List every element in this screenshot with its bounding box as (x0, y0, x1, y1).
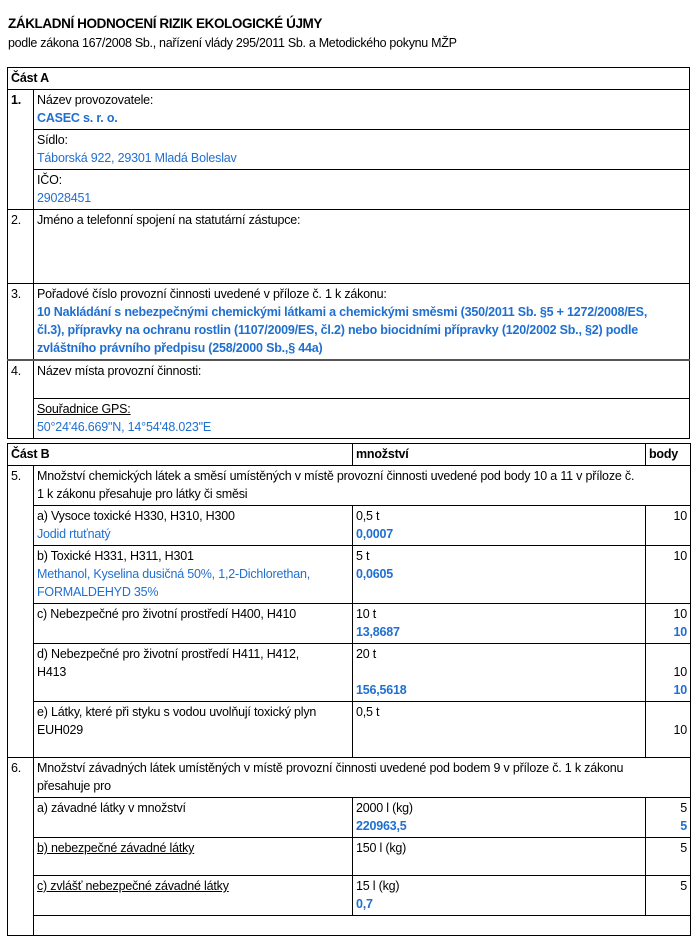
operator-name-cell (34, 90, 690, 130)
table-row (8, 604, 691, 644)
item-number: 4. (8, 360, 34, 438)
row-label: e) Látky, které při styku s vodou uvolňují toxický plyn (37, 705, 317, 719)
row-points-cell (646, 702, 691, 758)
row-quantity-cell (353, 876, 646, 916)
item-number: 3. (8, 284, 34, 361)
table-row (8, 644, 691, 702)
row-points: 10 (673, 509, 687, 523)
row-actual-quantity: 0,7 (356, 897, 373, 911)
seat-label: Sídlo: (37, 133, 68, 147)
item6-description (34, 758, 691, 798)
row-points: 10 (673, 723, 687, 737)
ico-value: 29028451 (37, 191, 92, 205)
row-actual-quantity: 0,0605 (356, 567, 394, 581)
row-quantity-cell (353, 838, 646, 876)
row-quantity-cell (353, 604, 646, 644)
row-threshold: 150 l (kg) (356, 841, 407, 855)
row-points-cell (646, 876, 691, 916)
row-label-cell (34, 546, 353, 604)
row-label-cell (34, 644, 353, 702)
row-points-cell (646, 798, 691, 838)
row-actual-points: 5 (680, 819, 687, 833)
row-label-cell (34, 702, 353, 758)
table-row (8, 798, 691, 838)
row-quantity-cell (353, 702, 646, 758)
row-label: c) Nebezpečné pro životní prostředí H400, H410 (37, 607, 297, 621)
table-row (8, 506, 691, 546)
item5-description-line1: Množství chemických látek a směsí umístěných v místě provozní činnosti uvedené pod body 10 a 11 v příloze č. (37, 469, 635, 483)
activity-number-value-1: 10 Nakládání s nebezpečnými chemickými látkami a chemickými směsmi (350/2011 Sb. §5 + 1272/2008/ES, (37, 305, 648, 319)
seat-value: Táborská 922, 29301 Mladá Boleslav (37, 151, 237, 165)
operator-name-value: CASEC s. r. o. (37, 111, 118, 125)
row-actual-quantity: 0,0007 (356, 527, 394, 541)
activity-number-label: Pořadové číslo provozní činnosti uvedené v příloze č. 1 k zákonu: (37, 287, 387, 301)
row-points-cell (646, 604, 691, 644)
activity-number-value-3: zvláštního právního předpisu (258/2000 Sb.,§ 44a) (37, 341, 323, 355)
row-label: b) nebezpečné závadné látky (37, 841, 195, 855)
row-label-cell (34, 506, 353, 546)
operator-name-label: Název provozovatele: (37, 93, 154, 107)
item-number: 1. (8, 90, 34, 210)
document-subtitle: podle zákona 167/2008 Sb., nařízení vlády 295/2011 Sb. a Metodického pokynu MŽP (8, 36, 457, 50)
row-label-cell (34, 838, 353, 876)
gps-label: Souřadnice GPS: (37, 401, 131, 416)
next-row-cell (34, 916, 691, 936)
row-actual-quantity: 220963,5 (356, 819, 407, 833)
row-threshold: 2000 l (kg) (356, 801, 413, 815)
gps-cell (34, 398, 690, 438)
site-name-label: Název místa provozní činnosti: (37, 364, 202, 378)
statutory-contact-label: Jméno a telefonní spojení na statutární zástupce: (37, 213, 301, 227)
row-actual-points: 10 (673, 683, 687, 697)
row-points-cell (646, 838, 691, 876)
row-points: 5 (680, 801, 687, 815)
item-number: 2. (8, 210, 34, 284)
part-a-heading: Část A (8, 68, 690, 90)
seat-cell (34, 130, 690, 170)
row-points: 5 (680, 879, 687, 893)
statutory-contact-cell (34, 210, 690, 284)
row-label: EUH029 (37, 723, 84, 737)
row-threshold: 15 l (kg) (356, 879, 400, 893)
document-title: ZÁKLADNÍ HODNOCENÍ RIZIK EKOLOGICKÉ ÚJMY (8, 16, 323, 31)
table-row (8, 702, 691, 758)
row-label: a) Vysoce toxické H330, H310, H300 (37, 509, 235, 523)
column-header-points: body (646, 444, 691, 466)
row-threshold: 10 t (356, 607, 377, 621)
row-label-cell (34, 798, 353, 838)
part-b-table (7, 443, 691, 936)
activity-number-cell (34, 284, 690, 361)
row-points-cell (646, 644, 691, 702)
item-number: 5. (8, 466, 34, 758)
activity-number-value-2: čl.3), přípravky na ochranu rostlin (1107/2009/ES, čl.2) nebo biocidními přípravky (120/2002 Sb., §2) podle (37, 323, 639, 337)
ico-cell (34, 170, 690, 210)
row-label: d) Nebezpečné pro životní prostředí H411, H412, (37, 647, 300, 661)
row-actual-points: 10 (673, 625, 687, 639)
row-actual-quantity: 13,8687 (356, 625, 400, 639)
row-label: b) Toxické H331, H311, H301 (37, 549, 194, 563)
item-number: 6. (8, 758, 34, 936)
row-substances: Jodid rtuťnatý (37, 527, 111, 541)
item6-description-line2: přesahuje pro (37, 779, 111, 793)
row-quantity-cell (353, 546, 646, 604)
row-points: 10 (673, 607, 687, 621)
item6-description-line1: Množství závadných látek umístěných v místě provozní činnosti uvedené pod bodem 9 v příloze č. 1 k zákonu (37, 761, 624, 775)
part-b-heading: Část B (8, 444, 353, 466)
row-threshold: 5 t (356, 549, 370, 563)
ico-label: IČO: (37, 173, 62, 187)
item5-description (34, 466, 691, 506)
site-name-cell (34, 360, 690, 398)
row-substances: Methanol, Kyselina dusičná 50%, 1,2-Dichlorethan, (37, 567, 311, 581)
row-points-cell (646, 546, 691, 604)
row-points: 10 (673, 665, 687, 679)
row-actual-quantity: 156,5618 (356, 683, 407, 697)
table-row (8, 546, 691, 604)
row-label-cell (34, 604, 353, 644)
row-substances: FORMALDEHYD 35% (37, 585, 159, 599)
row-label: H413 (37, 665, 67, 679)
item5-description-line2: 1 k zákonu přesahuje pro látky či směsi (37, 487, 248, 501)
row-label: a) závadné látky v množství (37, 801, 186, 815)
table-row (8, 838, 691, 876)
row-points: 10 (673, 549, 687, 563)
row-threshold: 20 t (356, 647, 377, 661)
row-points: 5 (680, 841, 687, 855)
row-threshold: 0,5 t (356, 509, 380, 523)
row-points-cell (646, 506, 691, 546)
row-threshold: 0,5 t (356, 705, 380, 719)
row-quantity-cell (353, 644, 646, 702)
column-header-quantity: množství (353, 444, 646, 466)
gps-value: 50°24'46.669"N, 14°54'48.023"E (37, 419, 212, 434)
row-quantity-cell (353, 506, 646, 546)
part-a-table (7, 67, 690, 439)
row-quantity-cell (353, 798, 646, 838)
row-label: c) zvlášť nebezpečné závadné látky (37, 879, 229, 893)
table-row (8, 876, 691, 916)
row-label-cell (34, 876, 353, 916)
